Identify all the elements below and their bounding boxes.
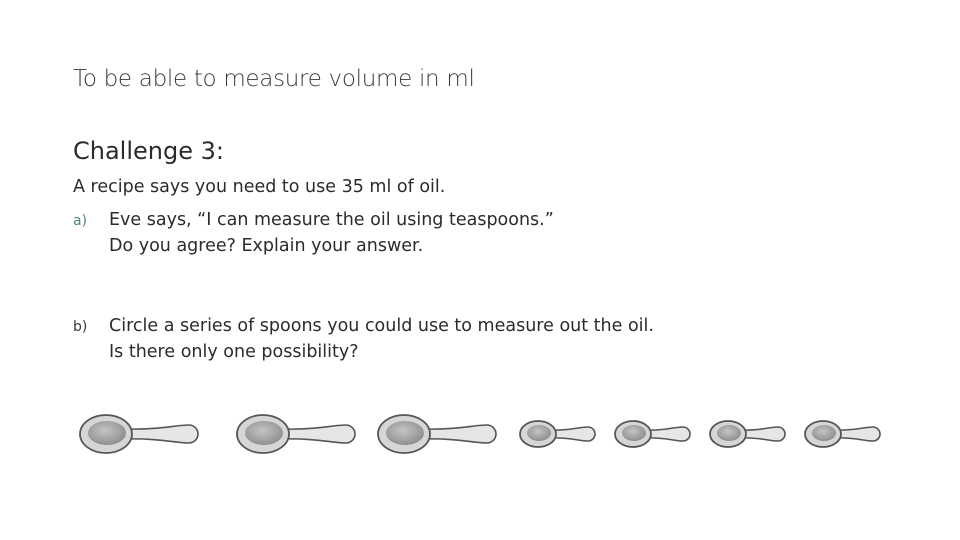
teaspoon-icon [805,421,880,447]
teaspoon-icon [520,421,595,447]
question-a-marker: a) [73,213,88,229]
question-b-line-2: Is there only one possibility? [109,342,359,362]
question-a-line-1: Eve says, “I can measure the oil using teaspoons.” [109,210,554,230]
spoon-handle [126,425,198,443]
spoon-bowl-inner [717,425,741,441]
spoon-handle [424,425,496,443]
spoon-bowl-inner [386,421,424,445]
tablespoon-icon [237,415,355,453]
question-a-line-2: Do you agree? Explain your answer. [109,236,424,256]
challenge-title: Challenge 3: [73,137,224,165]
learning-objective: To be able to measure volume in ml [73,66,475,92]
tablespoon-icon [80,415,198,453]
spoon-row [0,400,960,470]
question-b-marker: b) [73,319,88,335]
challenge-intro: A recipe says you need to use 35 ml of oil. [73,177,446,197]
teaspoon-icon [615,421,690,447]
spoon-handle [283,425,355,443]
spoon-bowl-inner [245,421,283,445]
spoon-bowl-inner [88,421,126,445]
teaspoon-icon [710,421,785,447]
question-b-line-1: Circle a series of spoons you could use to measure out the oil. [109,316,654,336]
spoon-bowl-inner [527,425,551,441]
spoon-bowl-inner [812,425,836,441]
tablespoon-icon [378,415,496,453]
spoon-bowl-inner [622,425,646,441]
